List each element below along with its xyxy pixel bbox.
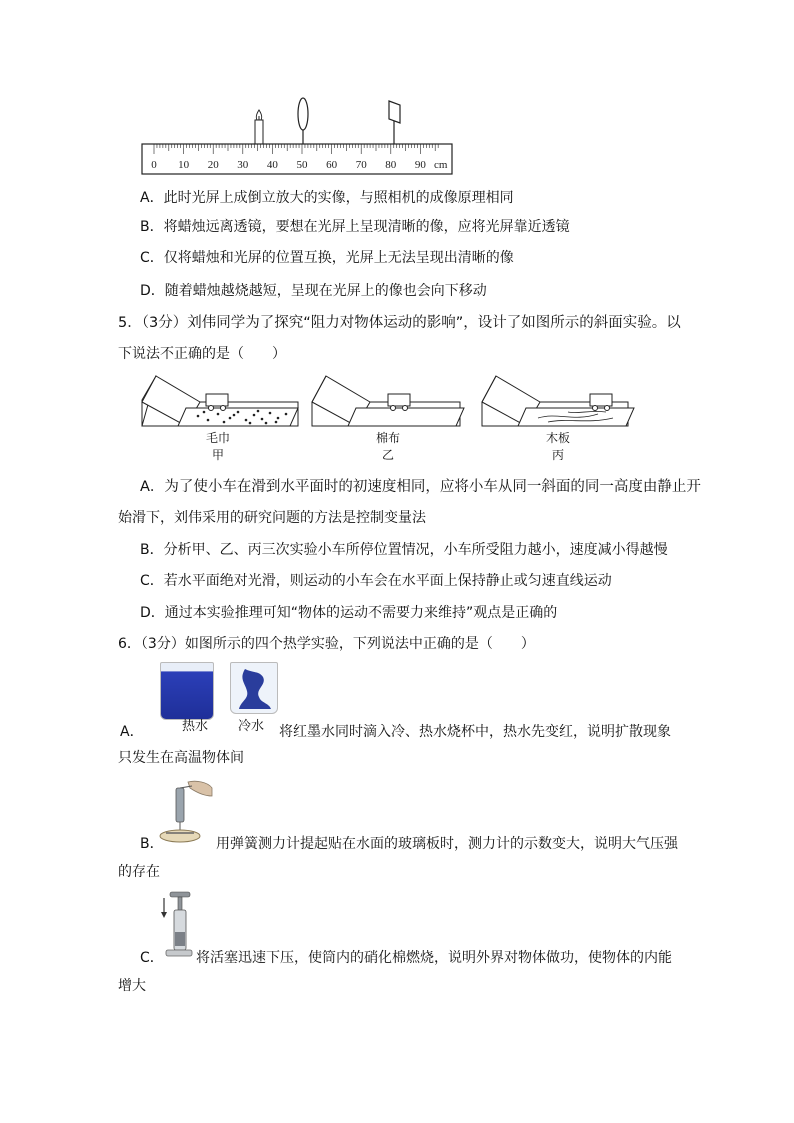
ruler-tick-label: 80 [385,159,397,171]
q4-option-a: A．此时光屏上成倒立放大的实像，与照相机的成像原理相同 [140,190,514,206]
optical-bench-figure [138,96,458,178]
q6-option-c-line2: 增大 [118,978,146,994]
q5-option-a-line1: A．为了使小车在滑到水平面时的初速度相同，应将小车从同一斜面的同一高度由静止开 [140,479,701,495]
q6-option-c-prefix: C． [140,950,164,966]
q5-option-c: C．若水平面绝对光滑，则运动的小车会在水平面上保持静止或匀速直线运动 [140,573,612,589]
q6-option-b-text: 用弹簧测力计提起贴在水面的玻璃板时，测力计的示数变大，说明大气压强 [216,836,678,852]
ruler-tick-label: 10 [178,159,190,171]
fig-bing-surface: 木板 [546,431,571,445]
ruler-tick-label: 20 [207,159,219,171]
fig-jia-surface: 毛巾 [206,431,231,445]
light-screen-icon [389,101,400,144]
convex-lens-icon [298,98,308,144]
hot-water-beaker-image [160,662,214,720]
cold-water-label: 冷水 [238,719,265,734]
incline-cotton-figure [312,376,464,426]
ruler-tick-label: 70 [355,159,367,171]
ruler-tick-label: 60 [326,159,338,171]
ruler-tick-label: 40 [266,159,278,171]
ruler-tick-label: 50 [296,159,308,171]
fig-bing-label: 丙 [552,448,565,462]
cold-water-beaker-image [230,662,278,714]
incline-wood-figure [482,376,634,426]
q4-option-b: B．将蜡烛远离透镜，要想在光屏上呈现清晰的像，应将光屏靠近透镜 [140,219,570,235]
q4-option-c: C．仅将蜡烛和光屏的位置互换，光屏上无法呈现出清晰的像 [140,250,514,266]
ink-drop-icon [231,663,277,713]
q5-option-b: B．分析甲、乙、丙三次实验小车所停位置情况，小车所受阻力越小，速度减小得越慢 [140,542,668,558]
q6-option-a-line2: 只发生在高温物体间 [118,750,244,766]
ruler-tick-label: 90 [414,159,426,171]
ruler-tick-label: 30 [237,159,249,171]
hot-water-label: 热水 [182,719,209,734]
q5-option-d: D．通过本实验推理可知“物体的运动不需要力来维持”观点是正确的 [140,605,558,621]
q5-stem-line1: 5．（3分）刘伟同学为了探究“阻力对物体运动的影响”，设计了如图所示的斜面实验。以 [118,315,681,331]
fig-jia-label: 甲 [212,448,225,462]
air-compression-syringe-image [160,888,196,964]
q6-stem: 6．（3分）如图所示的四个热学实验，下列说法中正确的是（ ） [118,636,535,652]
ruler-tick-label: 0 [151,159,157,171]
q4-option-d: D．随着蜡烛越烧越短，呈现在光屏上的像也会向下移动 [140,283,487,299]
q6-option-a-text: 将红墨水同时滴入冷、热水烧杯中，热水先变红，说明扩散现象 [279,724,671,740]
q5-stem-line2: 下说法不正确的是（ ） [118,346,286,362]
ruler-unit-label: cm [434,159,448,171]
q5-option-a-line2: 始滑下，刘伟采用的研究问题的方法是控制变量法 [118,510,426,526]
q6-option-a-prefix: A． [120,724,144,740]
spring-scale-glass-image [158,778,214,848]
fig-yi-label: 乙 [382,448,395,462]
fig-yi-surface: 棉布 [376,431,401,445]
q6-option-b-prefix: B． [140,836,164,852]
incline-towel-figure [142,376,298,426]
q6-option-b-line2: 的存在 [118,864,160,880]
q6-option-c-text: 将活塞迅速下压，使筒内的硝化棉燃烧，说明外界对物体做功，使物体的内能 [196,950,672,966]
candle-icon [255,110,263,144]
